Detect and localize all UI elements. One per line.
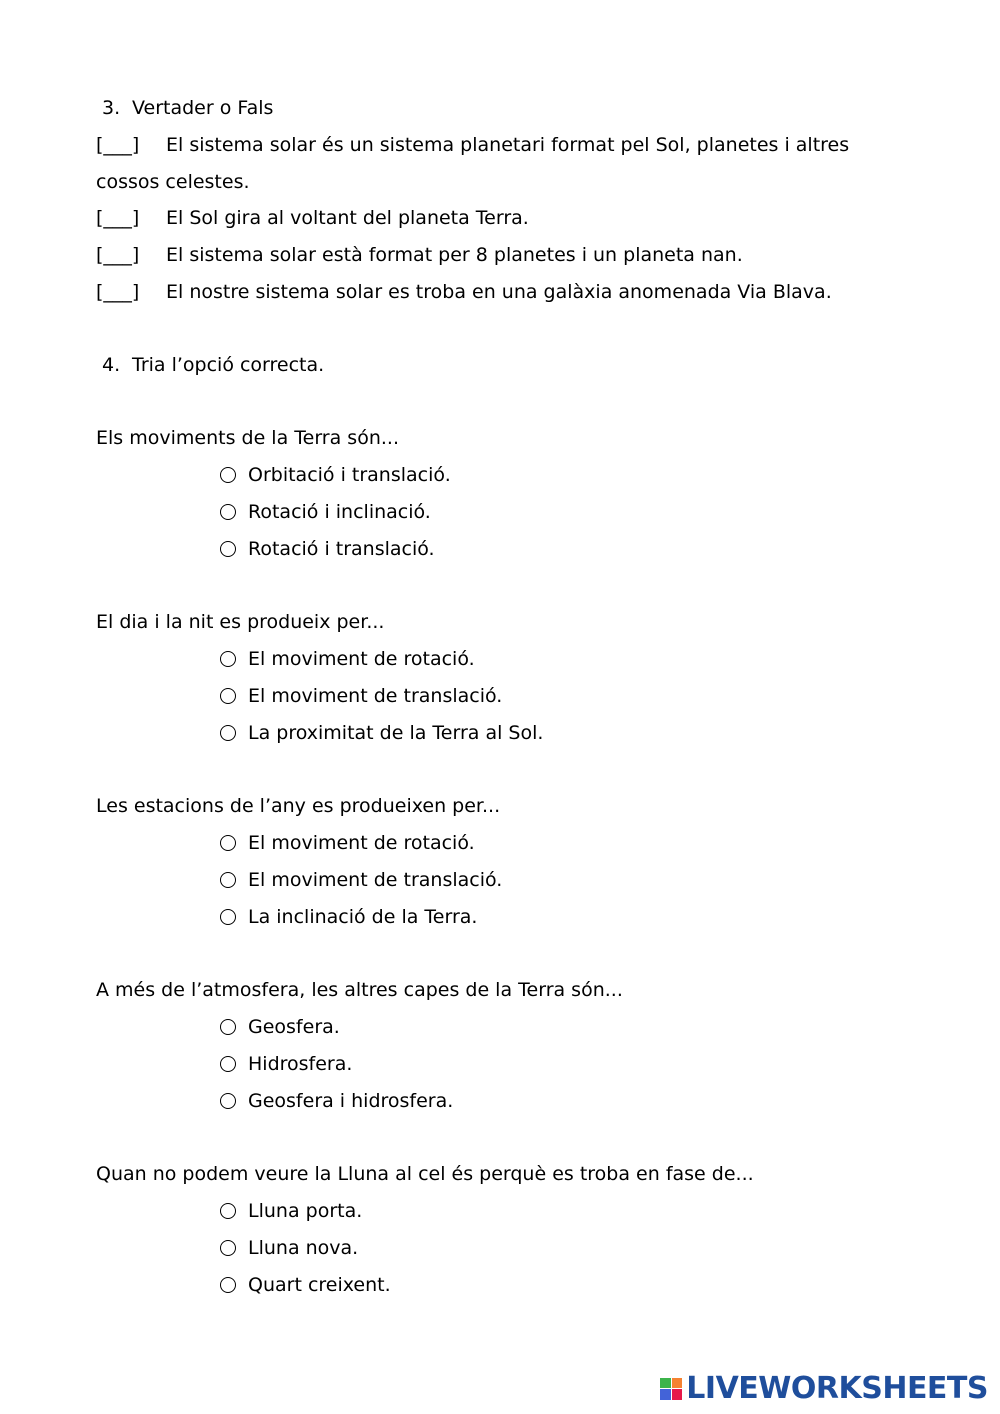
question-4-prompt: A més de l’atmosfera, les altres capes de la Terra són... <box>96 979 623 1001</box>
question-4-option-2[interactable] <box>220 1052 352 1076</box>
option-label: El moviment de rotació. <box>248 832 475 854</box>
option-label: Lluna nova. <box>248 1237 359 1259</box>
option-label: Geosfera i hidrosfera. <box>248 1090 454 1112</box>
question-3-option-1[interactable] <box>220 831 475 855</box>
radio-icon[interactable] <box>220 872 236 888</box>
radio-icon[interactable] <box>220 1240 236 1256</box>
option-label: Hidrosfera. <box>248 1053 353 1075</box>
option-label: Quart creixent. <box>248 1274 391 1296</box>
question-1-prompt: Els moviments de la Terra són... <box>96 427 399 449</box>
question-2-option-1[interactable] <box>220 647 475 671</box>
section-3-title: Vertader o Fals <box>132 97 274 119</box>
radio-icon[interactable] <box>220 467 236 483</box>
option-label: Rotació i inclinació. <box>248 501 431 523</box>
question-1-option-2[interactable] <box>220 500 431 524</box>
option-label: Rotació i translació. <box>248 538 435 560</box>
radio-icon[interactable] <box>220 651 236 667</box>
tf-blank-2[interactable]: [___] <box>96 207 140 229</box>
tf-statement-3-text: El sistema solar està format per 8 planetes i un planeta nan. <box>166 244 743 266</box>
question-4-option-3[interactable] <box>220 1089 453 1113</box>
option-label: El moviment de rotació. <box>248 648 475 670</box>
question-1-option-1[interactable] <box>220 463 451 487</box>
tf-statement-3 <box>96 243 743 267</box>
question-2-prompt: El dia i la nit es produeix per... <box>96 611 385 633</box>
question-2-option-2[interactable] <box>220 684 502 708</box>
radio-icon[interactable] <box>220 1019 236 1035</box>
option-label: La inclinació de la Terra. <box>248 906 478 928</box>
tf-statement-2-text: El Sol gira al voltant del planeta Terra. <box>166 207 529 229</box>
radio-icon[interactable] <box>220 1277 236 1293</box>
section-4-heading <box>102 353 324 377</box>
section-3-heading <box>102 96 273 120</box>
radio-icon[interactable] <box>220 725 236 741</box>
section-3-number: 3. <box>102 97 121 119</box>
question-3-prompt: Les estacions de l’any es produeixen per... <box>96 795 501 817</box>
radio-icon[interactable] <box>220 1203 236 1219</box>
radio-icon[interactable] <box>220 1093 236 1109</box>
question-3-option-3[interactable] <box>220 905 477 929</box>
tf-blank-1[interactable]: [___] <box>96 134 140 156</box>
tf-statement-1-text: El sistema solar és un sistema planetari format pel Sol, planetes i altres <box>166 134 850 156</box>
option-label: Lluna porta. <box>248 1200 363 1222</box>
tf-statement-4-text: El nostre sistema solar es troba en una galàxia anomenada Via Blava. <box>166 281 832 303</box>
tf-statement-1 <box>96 133 849 157</box>
liveworksheets-logo <box>660 1371 988 1406</box>
question-5-option-3[interactable] <box>220 1273 391 1297</box>
section-4-title: Tria l’opció correcta. <box>132 354 325 376</box>
option-label: La proximitat de la Terra al Sol. <box>248 722 544 744</box>
logo-mark-icon <box>660 1378 682 1400</box>
radio-icon[interactable] <box>220 909 236 925</box>
tf-statement-2 <box>96 206 529 230</box>
option-label: Geosfera. <box>248 1016 340 1038</box>
logo-text: LIVEWORKSHEETS <box>686 1371 988 1406</box>
tf-statement-1-continued: cossos celestes. <box>96 171 250 193</box>
tf-statement-4 <box>96 280 832 304</box>
question-2-option-3[interactable] <box>220 721 543 745</box>
option-label: El moviment de translació. <box>248 685 503 707</box>
radio-icon[interactable] <box>220 835 236 851</box>
question-1-option-3[interactable] <box>220 537 435 561</box>
option-label: Orbitació i translació. <box>248 464 451 486</box>
radio-icon[interactable] <box>220 1056 236 1072</box>
tf-blank-4[interactable]: [___] <box>96 281 140 303</box>
question-5-option-1[interactable] <box>220 1199 362 1223</box>
question-5-option-2[interactable] <box>220 1236 358 1260</box>
radio-icon[interactable] <box>220 688 236 704</box>
question-4-option-1[interactable] <box>220 1015 340 1039</box>
radio-icon[interactable] <box>220 504 236 520</box>
option-label: El moviment de translació. <box>248 869 503 891</box>
question-3-option-2[interactable] <box>220 868 502 892</box>
tf-blank-3[interactable]: [___] <box>96 244 140 266</box>
question-5-prompt: Quan no podem veure la Lluna al cel és perquè es troba en fase de... <box>96 1163 754 1185</box>
radio-icon[interactable] <box>220 541 236 557</box>
section-4-number: 4. <box>102 354 121 376</box>
